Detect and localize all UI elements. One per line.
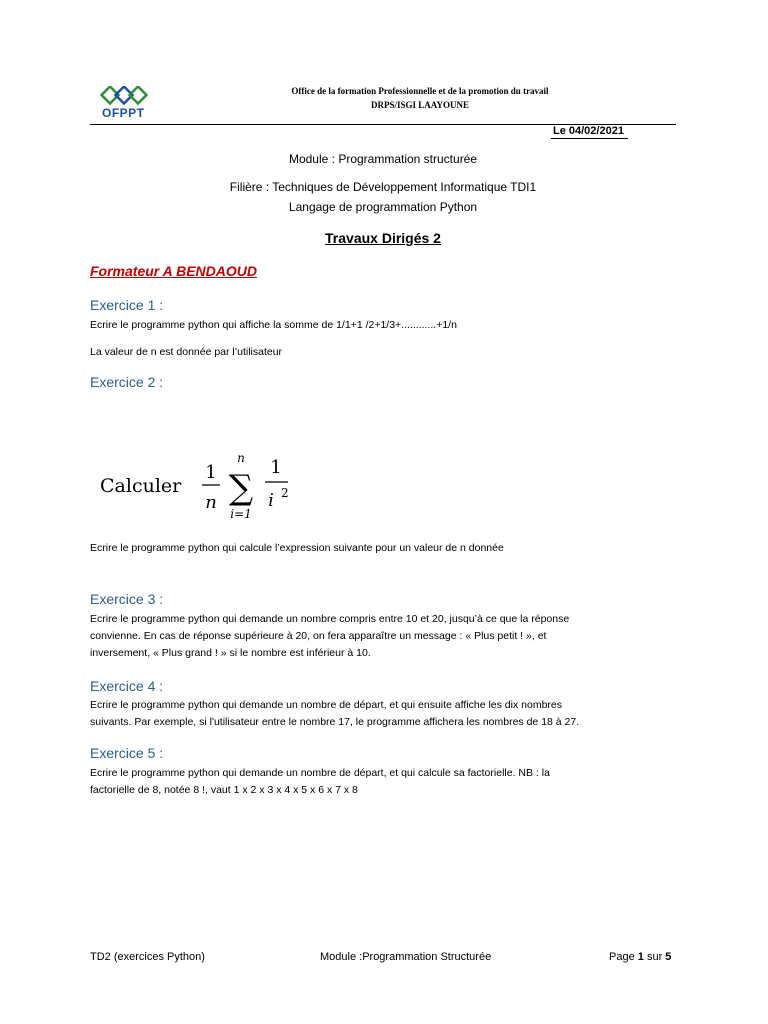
footer-center: Module :Programmation Structurée	[320, 951, 492, 963]
formula-inner-numerator: 1	[270, 457, 282, 478]
ofppt-logo	[100, 86, 160, 120]
exercise-5-line-1: Ecrire le programme python qui demande un nombre de départ, et qui calcule sa factorielle. NB : la	[90, 767, 550, 779]
logo-text: OFPPT	[102, 106, 145, 120]
exercise-5-line-2: factorielle de 8, notée 8 !, vaut 1 x 2 x 3 x 4 x 5 x 6 x 7 x 8	[90, 784, 358, 796]
formula-denominator: n	[205, 492, 217, 513]
exercise-3-line-2: convienne. En cas de réponse supérieure à 20, on fera apparaître un message : « Plus petit ! », et	[90, 630, 547, 642]
exercise-4-line-1: Ecrire le programme python qui demande un nombre de départ, et qui ensuite affiche les dix nombres	[90, 699, 562, 711]
formula-lower-bound: i=1	[230, 507, 252, 521]
footer-page-current: 1	[637, 951, 644, 963]
formula-inner-denominator: i	[268, 490, 274, 511]
formula-exponent: 2	[281, 486, 289, 500]
footer-left: TD2 (exercices Python)	[90, 951, 205, 963]
exercise-1-line-2: La valeur de n est donnée par l’utilisateur	[90, 346, 283, 358]
document-date: Le 04/02/2021	[551, 125, 628, 139]
exercise-2-line-1: Ecrire le programme python qui calcule l’expression suivante pour un valeur de n donnée	[90, 542, 504, 554]
formula-numerator: 1	[205, 462, 217, 483]
footer-page-label: Page	[609, 951, 635, 963]
exercise-3-line-1: Ecrire le programme python qui demande un nombre compris entre 10 et 20, jusqu’à ce que la réponse	[90, 613, 570, 625]
formula-word: Calculer	[100, 475, 182, 497]
office-line: Office de la formation Professionnelle et de la promotion du travail	[291, 86, 549, 96]
sum-formula	[100, 452, 310, 522]
page-title: Travaux Dirigés 2	[325, 230, 441, 246]
formateur-name: Formateur A BENDAOUD	[90, 263, 257, 279]
module-line: Module : Programmation structurée	[288, 152, 478, 166]
filiere-line: Filière : Techniques de Développement Informatique TDI1	[229, 180, 537, 194]
exercise-1-title: Exercice 1 :	[90, 297, 164, 313]
office-subline: DRPS/ISGI LAAYOUNE	[371, 100, 469, 110]
formula-upper-bound: n	[237, 452, 245, 465]
footer-page-total: 5	[665, 951, 672, 963]
exercise-4-title: Exercice 4 :	[90, 678, 164, 694]
exercise-3-title: Exercice 3 :	[90, 591, 164, 607]
exercise-3-line-3: inversement, « Plus grand ! » si le nombre est inférieur à 10.	[90, 647, 371, 659]
footer-page-number	[609, 951, 671, 963]
exercise-2-title: Exercice 2 :	[90, 374, 164, 390]
formula-sigma: ∑	[228, 468, 254, 508]
langage-line: Langage de programmation Python	[288, 200, 478, 214]
exercise-1-line-1: Ecrire le programme python qui affiche la somme de 1/1+1 /2+1/3+............+1/n	[90, 319, 457, 331]
exercise-5-title: Exercice 5 :	[90, 745, 164, 761]
logo-mark-icon	[100, 86, 150, 108]
exercise-4-line-2: suivants. Par exemple, si l'utilisateur entre le nombre 17, le programme affichera les nombres de 18 à 27.	[90, 716, 580, 728]
footer-of-label: sur	[646, 951, 663, 963]
header-divider	[90, 124, 676, 125]
